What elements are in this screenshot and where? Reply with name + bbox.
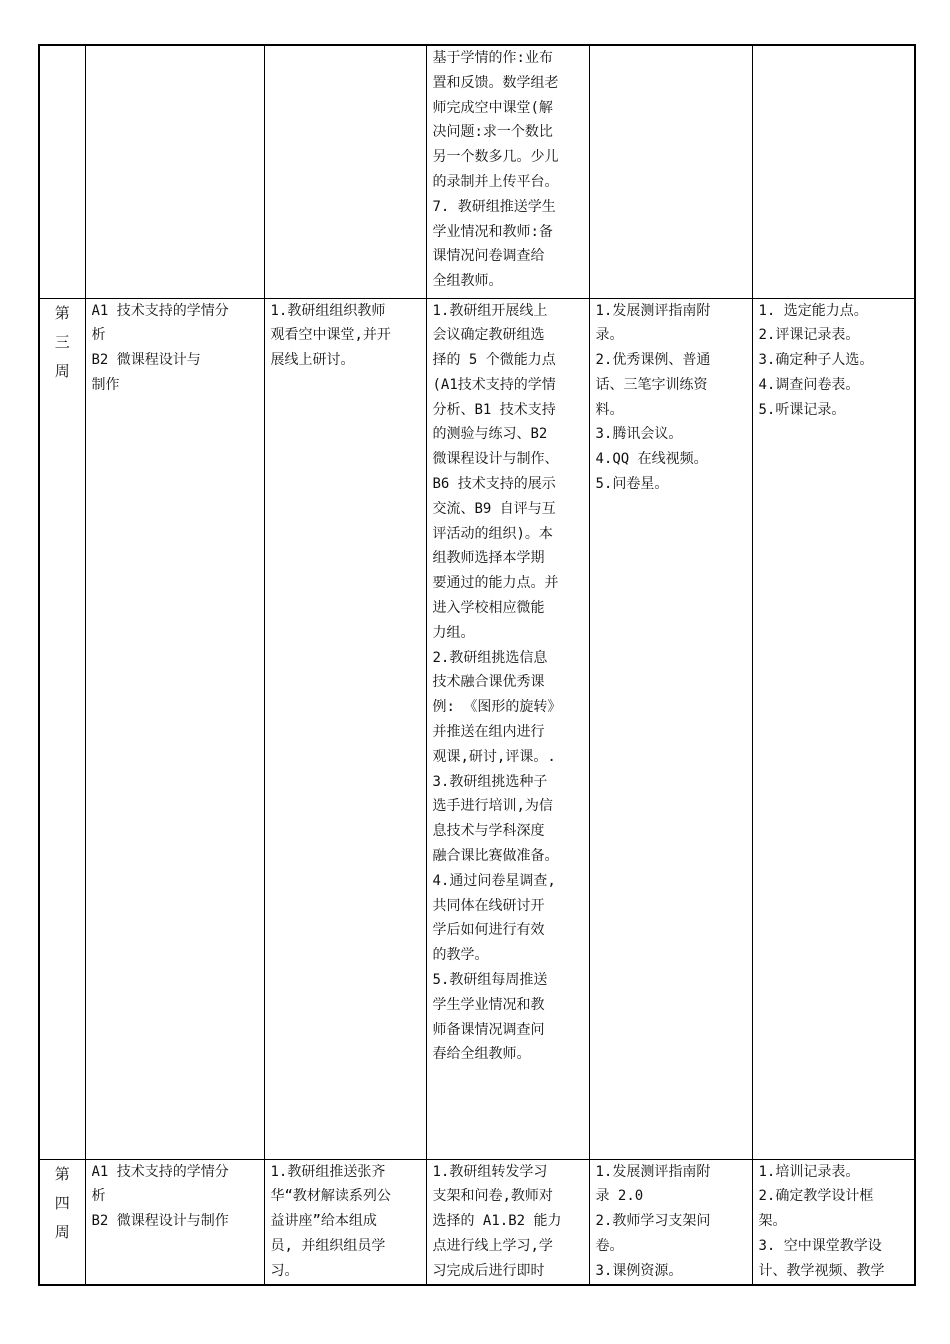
outputs-cell <box>752 298 915 1159</box>
text-line: 1.教研组推送张齐 <box>270 1163 386 1180</box>
text-line: 并推送在组内进行 <box>432 724 545 741</box>
text-line: 5.教研组每周推送 <box>432 972 548 989</box>
text-line: 料。 <box>595 401 624 418</box>
text-line: B2 微课程设计与 <box>91 352 201 369</box>
text-line: 4.QQ 在线视频。 <box>595 451 708 468</box>
process-cell <box>426 298 589 1159</box>
activity-cell <box>264 298 426 1159</box>
text-line: 置和反馈。数学组老 <box>432 74 559 91</box>
text-line: 析 <box>91 327 106 344</box>
text-line: 息技术与学科深度 <box>432 823 545 840</box>
resources-cell <box>589 45 752 298</box>
text-line: 学后如何进行有效 <box>432 922 545 939</box>
outputs-cell <box>752 1159 915 1285</box>
text-line: 3.确定种子人选。 <box>758 352 874 369</box>
text-line: 5.问卷星。 <box>595 476 669 493</box>
text-line: 录 2.0 <box>595 1188 644 1205</box>
text-line: A1 技术支持的学情分 <box>91 302 229 319</box>
text-line: 员, 并组织组员学 <box>270 1237 386 1254</box>
text-line: 观课,研讨,评课。. <box>432 748 556 765</box>
text-line: 益讲座”给本组成 <box>270 1213 377 1230</box>
process-cell <box>426 45 589 298</box>
text-line: 2.优秀课例、普通 <box>595 352 711 369</box>
text-line: 计、教学视频、教学 <box>758 1262 885 1279</box>
text-line: 的教学。 <box>432 947 489 964</box>
week-cell <box>39 298 85 1159</box>
text-line: 1.教研组组织教师 <box>270 302 386 319</box>
text-line: 1.发展测评指南附 <box>595 302 711 319</box>
text-line: 5.听课记录。 <box>758 401 846 418</box>
text-line: 选择的 A1.B2 能力 <box>432 1213 562 1230</box>
text-line: 例: 《图形的旋转》 <box>432 699 562 716</box>
text-line: 习完成后进行即时 <box>432 1262 545 1279</box>
text-line: 技术融合课优秀课 <box>432 674 545 691</box>
text-line: 决问题:求一个数比 <box>432 124 553 141</box>
text-line: 架。 <box>758 1213 787 1230</box>
text-line: 3.教研组挑选种子 <box>432 773 548 790</box>
objective-cell <box>85 45 264 298</box>
text-line: 的录制并上传平台。 <box>432 173 559 190</box>
text-line: 的测验与练习、B2 <box>432 426 548 443</box>
text-line: 3. 空中课堂教学设 <box>758 1237 882 1254</box>
text-line: 要通过的能力点。并 <box>432 575 559 592</box>
text-line: 微课程设计与制作、 <box>432 451 559 468</box>
text-line: 2.确定教学设计框 <box>758 1188 874 1205</box>
text-line: 1.培训记录表。 <box>758 1163 860 1180</box>
text-line: 组教师选择本学期 <box>432 550 545 567</box>
table-row-continued <box>39 45 915 298</box>
text-line: 7. 教研组推送学生 <box>432 198 556 215</box>
text-line: 基于学情的作:业布 <box>432 50 553 66</box>
text-line: 4.调查问卷表。 <box>758 376 860 393</box>
text-line: 第 <box>54 1164 70 1183</box>
text-line: 1. 选定能力点。 <box>758 302 868 319</box>
text-line: 三 <box>54 332 70 351</box>
text-line: 2.教研组挑选信息 <box>432 649 548 666</box>
text-line: 点进行线上学习,学 <box>432 1237 553 1254</box>
text-line: 习。 <box>270 1262 299 1279</box>
text-line: 选手进行培训,为信 <box>432 798 553 815</box>
text-line: 1.教研组转发学习 <box>432 1163 548 1180</box>
text-line: 卷。 <box>595 1237 624 1254</box>
text-line: 共同体在线研讨开 <box>432 897 545 914</box>
text-line: 3.腾讯会议。 <box>595 426 683 443</box>
text-line: 会议确定教研组选 <box>432 327 545 344</box>
text-line: 学业情况和教师:备 <box>432 223 553 240</box>
text-line: 3.课例资源。 <box>595 1262 683 1279</box>
text-line: 话、三笔字训练资 <box>595 376 708 393</box>
activity-cell <box>264 45 426 298</box>
text-line: 力组。 <box>432 624 475 641</box>
text-line: 录。 <box>595 327 624 344</box>
table-row-week-3 <box>39 298 915 1159</box>
text-line: 择的 5 个微能力点 <box>432 352 556 369</box>
plan-table <box>38 44 916 1286</box>
text-line: (A1技术支持的学情 <box>432 376 556 393</box>
text-line: 春给全组教师。 <box>432 1046 531 1063</box>
table-row-week-4 <box>39 1159 915 1285</box>
text-line: 华“教材解读系列公 <box>270 1188 391 1205</box>
text-line: 交流、B9 自评与互 <box>432 500 556 517</box>
resources-cell <box>589 1159 752 1285</box>
text-line: 评活动的组织)。本 <box>432 525 553 542</box>
text-line: 周 <box>54 361 70 380</box>
text-line: 另一个数多几。少儿 <box>432 149 559 166</box>
objective-cell <box>85 1159 264 1285</box>
text-line: 周 <box>54 1222 70 1241</box>
text-line: 展线上研讨。 <box>270 352 355 369</box>
text-line: B6 技术支持的展示 <box>432 476 556 493</box>
text-line: 分析、B1 技术支持 <box>432 401 556 418</box>
text-line: 学生学业情况和教 <box>432 996 545 1013</box>
text-line: 师备课情况调查问 <box>432 1021 545 1038</box>
text-line: 析 <box>91 1188 106 1205</box>
text-line: 制作 <box>91 376 120 393</box>
text-line: 1.发展测评指南附 <box>595 1163 711 1180</box>
process-cell <box>426 1159 589 1285</box>
text-line: 课情况问卷调查给 <box>432 248 545 265</box>
objective-cell <box>85 298 264 1159</box>
text-line: 进入学校相应微能 <box>432 600 545 617</box>
week-cell <box>39 45 85 298</box>
text-line: A1 技术支持的学情分 <box>91 1163 229 1180</box>
text-line: 1.教研组开展线上 <box>432 302 548 319</box>
resources-cell <box>589 298 752 1159</box>
text-line: 四 <box>54 1193 70 1212</box>
outputs-cell <box>752 45 915 298</box>
text-line: B2 微课程设计与制作 <box>91 1213 229 1230</box>
text-line: 融合课比赛做准备。 <box>432 848 559 865</box>
text-line: 支架和问卷,教师对 <box>432 1188 553 1205</box>
activity-cell <box>264 1159 426 1285</box>
text-line: 观看空中课堂,并开 <box>270 327 391 344</box>
text-line: 全组教师。 <box>432 273 503 290</box>
text-line: 第 <box>54 303 70 322</box>
week-cell <box>39 1159 85 1285</box>
text-line: 2.评课记录表。 <box>758 327 860 344</box>
text-line: 2.教师学习支架问 <box>595 1213 711 1230</box>
text-line: 4.通过问卷星调查, <box>432 872 556 889</box>
text-line: 师完成空中课堂(解 <box>432 99 553 116</box>
